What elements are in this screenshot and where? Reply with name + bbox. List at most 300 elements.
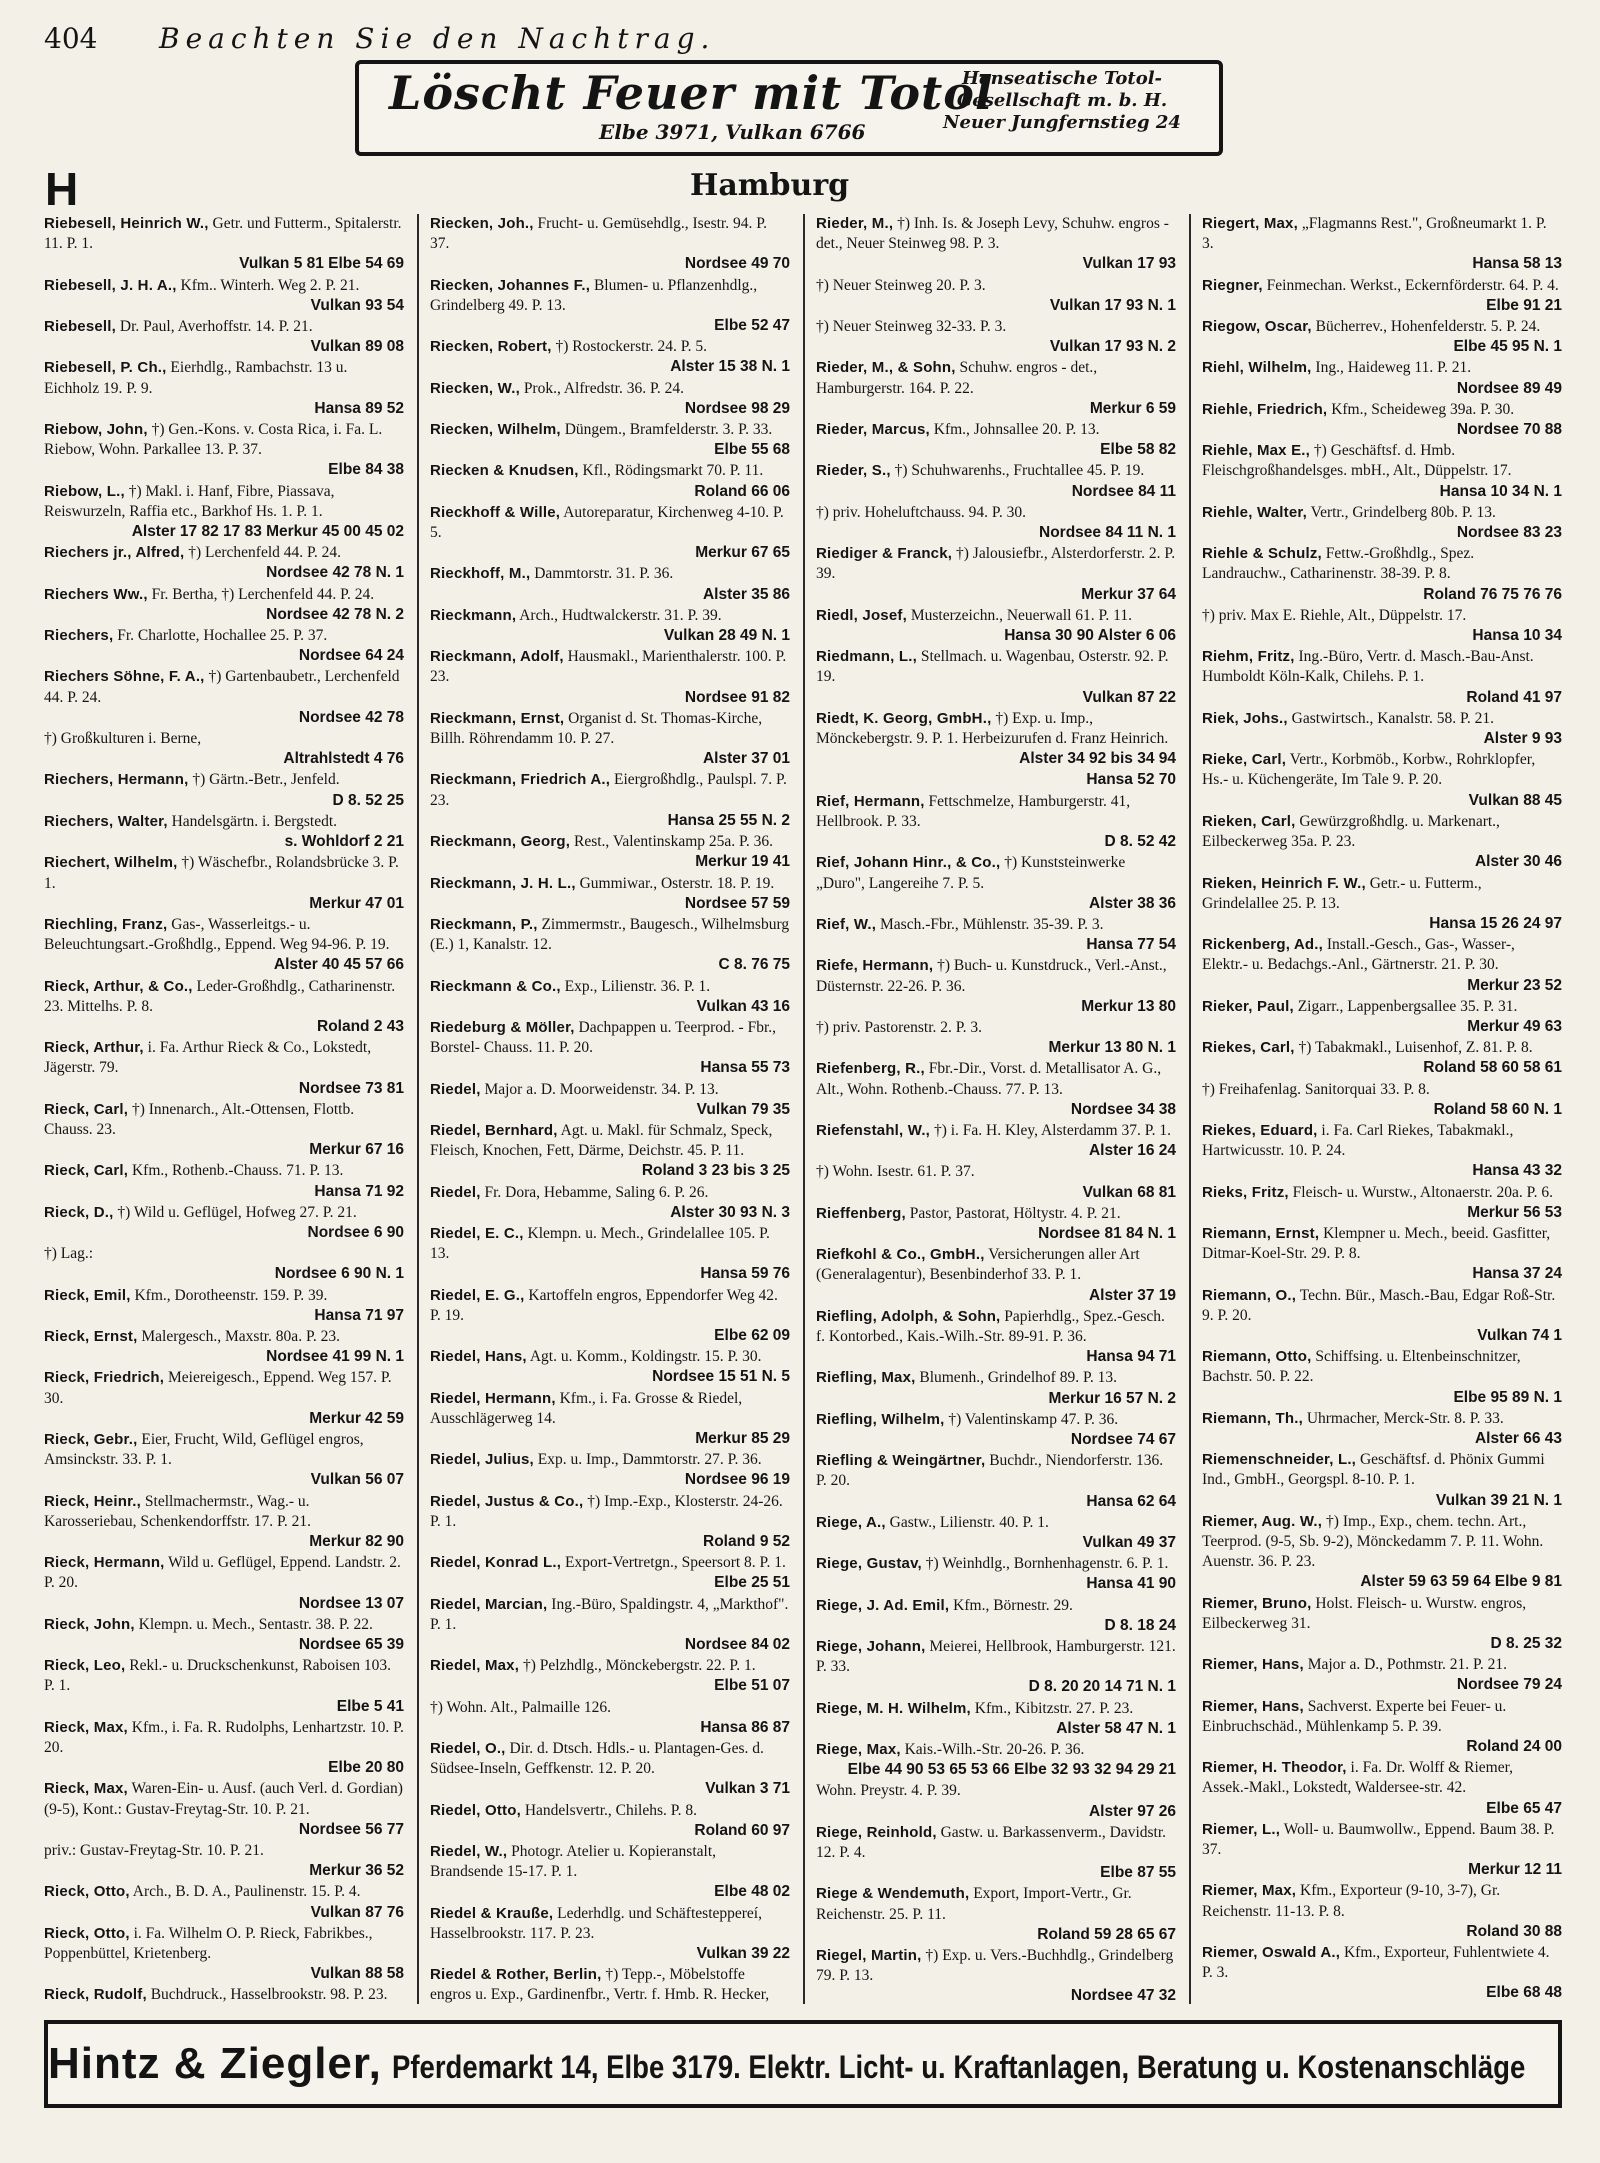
entry-name: Rieder, M., & Sohn, [816, 359, 956, 377]
directory-entry [816, 214, 1176, 275]
entry-phone: Elbe 20 80 [328, 1759, 404, 1777]
directory-entry [1202, 276, 1562, 316]
entry-details: †) Neuer Steinweg 20. P. 3. [816, 276, 986, 294]
entry-name: Riemenschneider, L., [1202, 1451, 1357, 1469]
entry-phone: Alster 38 36 [1088, 894, 1176, 912]
entry-name: Riedel, E. G., [430, 1286, 525, 1304]
directory-entry [430, 1595, 790, 1656]
entry-phone: Alster 58 47 N. 1 [1056, 1719, 1176, 1737]
directory-entry [816, 1162, 1176, 1202]
entry-details: Kfm., Exporteur, Fuhlentwiete 4. P. 3. [1202, 1944, 1550, 1982]
entry-name: Riemer, Bruno, [1202, 1594, 1312, 1612]
entry-name: Riedel, Hans, [430, 1348, 527, 1366]
directory-entry [1202, 750, 1562, 811]
entry-name: Riege, Max, [816, 1741, 901, 1759]
entry-details: Fr. Charlotte, Hochallee 25. P. 37. [117, 627, 328, 645]
directory-entry [44, 1038, 404, 1099]
directory-entry [1202, 1655, 1562, 1695]
entry-details: Gastw. u. Barkassenverm., Davidstr. 12. P. 4. [816, 1823, 1167, 1862]
entry-details: Eiergroßhdlg., Paulspl. 7. P. 23. [430, 771, 787, 809]
entry-details: †) Gärtn.-Betr., Jenfeld. [192, 771, 340, 789]
section-letter: H [45, 163, 79, 215]
entry-phone: Alster 34 92 bis 34 94 [1019, 750, 1176, 768]
entry-details: Eierhdlg., Rambachstr. 13 u. Eichholz 19. P. 9. [44, 359, 348, 397]
entry-phone: Merkur 13 80 N. 1 [1048, 1039, 1176, 1057]
entry-details: Kfm., Dorotheenstr. 159. P. 39. [134, 1286, 328, 1304]
directory-entry [44, 1841, 404, 1881]
entry-details: Waren-Ein- u. Ausf. (auch Verl. d. Gordian) (9-5), Kont.: Gustav-Freytag-Str. 10. P. 21. [44, 1780, 403, 1818]
entry-name: Riemer, L., [1202, 1820, 1281, 1838]
directory-entry [430, 1698, 790, 1738]
entry-details: †) Buch- u. Kunstdruck., Verl.-Anst., Düsternstr. 22-26. P. 36. [816, 957, 1167, 995]
entry-name: Riebesell, [44, 318, 117, 336]
entry-phone: Elbe 44 90 53 65 53 66 Elbe 32 93 32 94 29 21 [847, 1761, 1176, 1779]
directory-entry [430, 337, 790, 377]
entry-name: Riedel, Julius, [430, 1451, 534, 1469]
directory-entry [44, 1430, 404, 1491]
ad-slogan: Löscht Feuer mit Totol [389, 66, 994, 120]
entry-name: Riemer, Hans, [1202, 1697, 1304, 1715]
directory-entry [816, 1018, 1176, 1058]
entry-phone: Hansa 89 52 [314, 399, 404, 417]
entry-name: Rieck, D., [44, 1203, 114, 1221]
entry-details: †) Pelzhdlg., Mönckebergstr. 22. P. 1. [522, 1657, 756, 1675]
directory-entry [44, 729, 404, 769]
directory-entry [44, 358, 404, 419]
directory-entry [816, 1245, 1176, 1306]
entry-details: Rest., Valentinskamp 25a. P. 36. [573, 833, 774, 851]
entry-name: Riekes, Carl, [1202, 1039, 1295, 1057]
directory-entry [1202, 647, 1562, 708]
entry-name: Riedel & Rother, Berlin, [430, 1966, 602, 1984]
entry-phone: Alster 15 38 N. 1 [670, 358, 790, 376]
bottom-advertisement [44, 2020, 1562, 2108]
top-advertisement [355, 60, 1223, 156]
directory-entry [1202, 1080, 1562, 1120]
entry-name: Rieken, Carl, [1202, 812, 1296, 830]
entry-details: Fettw.-Großhdlg., Spez. Landrauchw., Catharinenstr. 38-39. P. 8. [1202, 545, 1475, 583]
entry-name: Riehm, Fritz, [1202, 648, 1295, 666]
directory-entry [44, 1203, 404, 1243]
directory-entry [816, 276, 1176, 316]
entry-details: Dr. Paul, Averhoffstr. 14. P. 21. [119, 318, 313, 336]
directory-entry [44, 317, 404, 357]
entry-name: Riebesell, Heinrich W., [44, 215, 209, 232]
directory-entry [44, 214, 404, 275]
entry-name: Rieckmann, J. H. L., [430, 874, 576, 892]
directory-entry [1202, 1820, 1562, 1881]
entry-phone: D 8. 52 25 [332, 791, 404, 809]
entry-details: Leder-Großhdlg., Catharinenstr. 23. Mittelhs. P. 8. [44, 977, 396, 1015]
entry-name: Rieck, Emil, [44, 1286, 131, 1304]
entry-name: Riemer, Aug. W., [1202, 1512, 1323, 1530]
entry-name: Riechers Söhne, F. A., [44, 668, 205, 686]
entry-details: Schiffsing. u. Eltenbeinschnitzer, Bachstr. 50. P. 22. [1202, 1348, 1521, 1386]
entry-phone: Vulkan 74 1 [1477, 1326, 1562, 1344]
directory-entry [44, 1161, 404, 1201]
entry-details: †) Weinhdlg., Bornhenhagenstr. 6. P. 1. [925, 1555, 1169, 1573]
entry-details: Vertr., Korbmöb., Korbw., Rohrklopfer, Hs.- u. Küchengeräte, Im Tale 9. P. 20. [1202, 751, 1536, 789]
column-3 [816, 214, 1176, 2004]
entry-name: Rieck, Ernst, [44, 1327, 138, 1345]
entry-phone: Roland 3 23 bis 3 25 [641, 1162, 790, 1180]
directory-entry [816, 544, 1176, 605]
entry-phone: Alster 17 82 17 83 Merkur 45 00 45 02 [131, 523, 404, 541]
entry-details: Stellmachermstr., Wag.- u. Karosseriebau, Schenkendorffstr. 17. P. 21. [44, 1492, 312, 1530]
entry-phone: Nordsee 6 90 N. 1 [274, 1265, 404, 1283]
entry-name: Rieck, Otto, [44, 1924, 130, 1942]
entry-details: Kfm., Exporteur (9-10, 3-7), Gr. Reichenstr. 11-13. P. 8. [1202, 1882, 1501, 1920]
directory-entry [816, 1699, 1176, 1739]
entry-phone: Nordsee 89 49 [1456, 379, 1562, 397]
directory-entry [430, 647, 790, 708]
directory-entry [44, 1718, 404, 1779]
entry-phone: Elbe 87 55 [1100, 1864, 1176, 1882]
entry-phone: Vulkan 93 54 [310, 296, 404, 314]
directory-entry [1202, 544, 1562, 605]
directory-entry [1202, 1594, 1562, 1655]
entry-details: Pastor, Pastorat, Höltystr. 4. P. 21. [909, 1204, 1121, 1222]
entry-details: Agt. u. Komm., Koldingstr. 15. P. 30. [529, 1348, 762, 1366]
entry-details: Kfl., Rödingsmarkt 70. P. 11. [582, 462, 764, 480]
entry-details: Eier, Frucht, Wild, Geflügel engros, Amsinckstr. 33. P. 1. [44, 1430, 364, 1469]
directory-entry [44, 276, 404, 316]
entry-details: Fbr.-Dir., Vorst. d. Metallisator A. G., Alt., Wohn. Rothenb.-Chauss. 77. P. 13. [816, 1060, 1162, 1098]
entry-phone: Roland 30 88 [1466, 1922, 1562, 1940]
entry-details: Ing.-Büro, Vertr. d. Masch.-Bau-Anst. Humboldt Köln-Kalk, Chilehs. P. 1. [1202, 648, 1534, 686]
entry-name: Rieke, Carl, [1202, 751, 1287, 769]
directory-entry [430, 709, 790, 770]
entry-name: Riegert, Max, [1202, 215, 1298, 232]
entry-name: Riecken, Joh., [430, 215, 534, 232]
directory-entry [816, 461, 1176, 501]
entry-details: Schuhw. engros - det., Hamburgerstr. 164. P. 22. [816, 359, 1098, 397]
directory-entry [430, 461, 790, 501]
entry-details: priv.: Gustav-Freytag-Str. 10. P. 21. [44, 1842, 264, 1860]
directory-entry [44, 1492, 404, 1553]
directory-entry [44, 812, 404, 852]
directory-entry [816, 503, 1176, 543]
entry-phone: Nordsee 34 38 [1070, 1100, 1176, 1118]
entry-phone: Nordsee 79 24 [1456, 1676, 1562, 1694]
entry-name: Rieck, Max, [44, 1718, 128, 1736]
entry-phone: Merkur 42 59 [309, 1409, 404, 1427]
entry-details: Kfm., Kibitzstr. 27. P. 23. [974, 1699, 1134, 1717]
entry-phone: Merkur 23 52 [1467, 976, 1562, 994]
entry-details: Klempn. u. Mech., Sentastr. 38. P. 22. [138, 1615, 373, 1633]
entry-details: Klempn. u. Mech., Grindelallee 105. P. 13. [430, 1224, 770, 1263]
entry-details: „Flagmanns Rest.", Großneumarkt 1. P. 3. [1202, 215, 1547, 253]
entry-details: Fr. Bertha, †) Lerchenfeld 44. P. 24. [151, 585, 375, 603]
entry-phone: Vulkan 39 22 [696, 1945, 790, 1963]
ad-bottom-text: Pferdemarkt 14, Elbe 3179. Elektr. Licht- u. Kraftanlagen, Beratung u. Kostenanschläge [391, 2049, 1526, 2085]
entry-phone: Merkur 67 16 [309, 1141, 404, 1159]
entry-details: Techn. Bür., Masch.-Bau, Edgar Roß-Str. 9. P. 20. [1202, 1286, 1556, 1324]
entry-phone: Merkur 37 64 [1081, 585, 1176, 603]
entry-details: Photogr. Atelier u. Kopieranstalt, Brandsende 15-17. P. 1. [430, 1843, 717, 1881]
entry-phone: D 8. 52 42 [1104, 833, 1176, 851]
entry-name: Rieckmann, [430, 606, 517, 624]
directory-entry [430, 1347, 790, 1387]
entry-name: Riekes, Eduard, [1202, 1121, 1318, 1139]
entry-phone: Elbe 58 82 [1100, 441, 1176, 459]
directory-entry [1202, 997, 1562, 1037]
entry-details: i. Fa. Wilhelm O. P. Rieck, Fabrikbes., Poppenbüttel, Krietenberg. [44, 1924, 373, 1963]
directory-entry [430, 276, 790, 337]
entry-phone: Alster 37 19 [1088, 1286, 1176, 1304]
entry-phone: Nordsee 56 77 [298, 1820, 404, 1838]
entry-details: †) Neuer Steinweg 32-33. P. 3. [816, 318, 1007, 336]
entry-phone: Elbe 68 48 [1486, 1984, 1562, 2002]
entry-phone: Hansa 86 87 [700, 1718, 790, 1736]
directory-entry [816, 1946, 1176, 2004]
entry-name: Riefe, Hermann, [816, 957, 934, 975]
entry-phone: Vulkan 87 22 [1082, 688, 1176, 706]
entry-name: Rieck, Gebr., [44, 1430, 138, 1448]
entry-details: Fettschmelze, Hamburgerstr. 41, Hellbrook. P. 33. [816, 792, 1131, 830]
entry-details: Dachpappen u. Teerprod. - Fbr., Borstel- Chauss. 11. P. 20. [430, 1018, 777, 1057]
entry-name: Riegow, Oscar, [1202, 318, 1312, 336]
entry-phone: Elbe 62 09 [714, 1326, 790, 1344]
entry-name: Riebesell, P. Ch., [44, 359, 167, 377]
entry-details: †) Schuhwarenhs., Fruchtallee 45. P. 19. [894, 462, 1145, 480]
entry-phone: Vulkan 5 81 Elbe 54 69 [239, 255, 404, 273]
entry-phone: D 8. 18 24 [1104, 1616, 1176, 1634]
entry-phone: Nordsee 84 11 [1071, 482, 1176, 500]
entry-details: †) Imp., Exp., chem. techn. Art., Teerprod. (9-5, Sb. 9-2), Mönckedamm 7. P. 11. Wohn. Auenstr. 36. P. 23. [1202, 1512, 1544, 1571]
entry-name: Rickenberg, Ad., [1202, 936, 1324, 954]
entry-details: Dir. d. Dtsch. Hdls.- u. Plantagen-Ges. d. Südsee-Inseln, Geffkenstr. 12. P. 20. [430, 1740, 764, 1778]
entry-name: Rieckmann, Adolf, [430, 648, 564, 666]
entry-phone: Hansa 59 76 [700, 1265, 790, 1283]
entry-phone: Hansa 30 90 Alster 6 06 [1004, 627, 1176, 645]
entry-details: Handelsvertr., Chilehs. P. 8. [524, 1801, 698, 1819]
directory-entry [430, 564, 790, 604]
entry-name: Rieck, Hermann, [44, 1554, 165, 1572]
entry-name: Riemann, O., [1202, 1286, 1297, 1304]
entry-phone: Merkur 85 29 [695, 1429, 790, 1447]
directory-entry [44, 1985, 404, 2004]
entry-phone: Alster 40 45 57 66 [273, 956, 404, 974]
entry-details: Malergesch., Maxstr. 80a. P. 23. [141, 1327, 340, 1345]
directory-entry [1202, 1697, 1562, 1758]
entry-details: †) Kunststeinwerke „Duro", Langereihe 7. P. 5. [816, 854, 1126, 892]
entry-details: Masch.-Fbr., Mühlenstr. 35-39. P. 3. [880, 915, 1104, 933]
entry-details: †) Rostockerstr. 24. P. 5. [555, 338, 708, 356]
entry-phone: Nordsee 15 51 N. 5 [652, 1368, 790, 1386]
entry-details: Feinmechan. Werkst., Eckernförderstr. 64. P. 4. [1266, 276, 1559, 294]
directory-entry [44, 585, 404, 625]
entry-phone: Elbe 95 89 N. 1 [1453, 1388, 1562, 1406]
entry-name: Rieck, Rudolf, [44, 1986, 147, 2004]
directory-entry [1202, 1512, 1562, 1593]
entry-name: Riegel, Martin, [816, 1947, 922, 1965]
entry-name: Rieck, John, [44, 1615, 135, 1633]
entry-details: Prok., Alfredstr. 36. P. 24. [523, 379, 684, 397]
directory-entry [430, 1553, 790, 1593]
entry-phone: Merkur 16 57 N. 2 [1048, 1389, 1176, 1407]
entry-name: Rieck, Arthur, [44, 1039, 144, 1057]
entry-details: Gummiwar., Osterstr. 18. P. 19. [579, 874, 775, 892]
entry-name: Riechers jr., Alfred, [44, 544, 185, 562]
entry-details: Gastw., Lilienstr. 40. P. 1. [889, 1513, 1049, 1531]
entry-name: Rieckmann, Friedrich A., [430, 771, 611, 789]
directory-entry [1202, 1286, 1562, 1347]
entry-phone: D 8. 20 20 14 71 N. 1 [1028, 1678, 1176, 1696]
directory-entry [430, 214, 790, 275]
entry-name: Rieck, Friedrich, [44, 1369, 165, 1387]
entry-details: Holst. Fleisch- u. Wurstw. engros, Eilbeckerweg 31. [1202, 1594, 1527, 1632]
page-number: 404 [44, 22, 98, 55]
entry-name: Riechers, Hermann, [44, 771, 189, 789]
directory-entry [430, 1286, 790, 1347]
entry-name: Riemer, H. Theodor, [1202, 1759, 1347, 1777]
directory-entry [44, 1615, 404, 1655]
entry-details: †) Inh. Is. & Joseph Levy, Schuhw. engros - det., Neuer Steinweg 98. P. 3. [816, 215, 1169, 253]
entry-name: Rieck, Arthur, & Co., [44, 977, 193, 995]
directory-entry [44, 420, 404, 481]
directory-entry [816, 1596, 1176, 1636]
entry-phone: Nordsee 84 02 [684, 1636, 790, 1654]
directory-entry [1202, 1038, 1562, 1078]
entry-phone: Roland 60 97 [694, 1821, 790, 1839]
entry-name: Rieder, S., [816, 462, 891, 480]
directory-entry [816, 1781, 1176, 1821]
page-header [44, 22, 1564, 62]
entry-details: Kfm., Rothenb.-Chauss. 71. P. 13. [131, 1162, 344, 1180]
entry-phone: Hansa 77 54 [1086, 936, 1176, 954]
entry-details: Autoreparatur, Kirchenweg 4-10. P. 5. [430, 503, 784, 542]
ad-company-line: Hanseatische Totol- [961, 68, 1163, 89]
entry-phone: Hansa 15 26 24 97 [1429, 914, 1562, 932]
entry-name: Rieken, Heinrich F. W., [1202, 874, 1366, 892]
directory-entry [430, 770, 790, 831]
entry-details: Sachverst. Experte bei Feuer- u. Einbruchschäd., Mühlenkamp 5. P. 39. [1202, 1697, 1507, 1735]
entry-phone: Nordsee 73 81 [298, 1079, 404, 1097]
entry-phone: Nordsee 96 19 [684, 1471, 790, 1489]
directory-entry [1202, 1450, 1562, 1511]
directory-entry [430, 1080, 790, 1120]
entry-name: Rieder, M., [816, 215, 894, 232]
entry-name: Riefkohl & Co., GmbH., [816, 1246, 985, 1264]
directory-entry [44, 770, 404, 810]
entry-phone: Nordsee 70 88 [1456, 421, 1562, 439]
entry-name: Rieckhoff & Wille, [430, 503, 561, 521]
entry-phone: Vulkan 17 93 N. 2 [1049, 338, 1176, 356]
entry-phone: Vulkan 28 49 N. 1 [663, 627, 790, 645]
entry-phone: Vulkan 39 21 N. 1 [1435, 1491, 1562, 1509]
entry-name: Riemann, Otto, [1202, 1348, 1312, 1366]
directory-entry [44, 1779, 404, 1840]
directory-entry [430, 977, 790, 1017]
entry-name: Riedel, Konrad L., [430, 1554, 562, 1572]
entry-details: †) Freihafenlag. Sanitorquai 33. P. 8. [1202, 1080, 1430, 1098]
entry-phone: Merkur 47 01 [309, 894, 404, 912]
entry-phone: Nordsee 42 78 [298, 708, 404, 726]
entry-details: Klempner u. Mech., beeid. Gasfitter, Ditmar-Koel-Str. 29. P. 8. [1202, 1224, 1551, 1263]
entry-phone: Elbe 45 95 N. 1 [1453, 338, 1562, 356]
entry-phone: Altrahlstedt 4 76 [283, 750, 404, 768]
entry-details: †) Tepp.-, Möbelstoffe engros u. Exp., Gardinenfbr., Vertr. f. Hmb. R. Hecker, [430, 1966, 770, 2004]
entry-name: Riedeburg & Möller, [430, 1018, 575, 1036]
entry-name: Riedt, K. Georg, GmbH., [816, 709, 992, 727]
entry-phone: Hansa 43 32 [1472, 1162, 1562, 1180]
directory-entry [44, 1327, 404, 1367]
entry-name: Rieck, Heinr., [44, 1492, 142, 1510]
entry-phone: Hansa 10 34 [1472, 627, 1562, 645]
entry-details: †) priv. Pastorenstr. 2. P. 3. [816, 1018, 983, 1036]
directory-entry [1202, 874, 1562, 935]
directory-entry [1202, 1409, 1562, 1449]
entry-phone: Elbe 25 51 [714, 1574, 790, 1592]
entry-name: Rief, Hermann, [816, 792, 925, 810]
entry-details: †) Wohn. Alt., Palmaille 126. [430, 1698, 612, 1716]
entry-name: Riedel, O., [430, 1740, 506, 1758]
directory-entry [430, 874, 790, 914]
entry-name: Riegner, [1202, 276, 1263, 294]
entry-name: Riemer, Max, [1202, 1882, 1297, 1900]
entry-phone: Elbe 48 02 [714, 1883, 790, 1901]
entry-phone: Merkur 56 53 [1467, 1203, 1562, 1221]
entry-phone: Alster 59 63 59 64 Elbe 9 81 [1360, 1573, 1562, 1591]
entry-phone: Elbe 65 47 [1486, 1799, 1562, 1817]
directory-entry [816, 1513, 1176, 1553]
entry-phone: Nordsee 42 78 N. 2 [266, 605, 404, 623]
directory-entry [816, 1740, 1176, 1780]
directory-entry [816, 647, 1176, 708]
entry-details: †) priv. Max E. Riehle, Alt., Düppelstr. 17. [1202, 606, 1467, 624]
entry-name: Riehle, Walter, [1202, 503, 1307, 521]
entry-phone: Alster 30 93 N. 3 [670, 1203, 790, 1221]
entry-details: i. Fa. Carl Riekes, Tabakmakl., Hartwicusstr. 10. P. 24. [1202, 1121, 1514, 1160]
directory-entry [816, 317, 1176, 357]
page-notice: Beachten Sie den Nachtrag. [159, 22, 716, 55]
entry-phone: Hansa 10 34 N. 1 [1439, 482, 1562, 500]
entry-phone: Alster 30 46 [1474, 853, 1562, 871]
directory-entry [430, 420, 790, 460]
directory-entry [816, 1410, 1176, 1450]
entry-name: Riechers, [44, 627, 114, 645]
directory-entry [816, 1451, 1176, 1512]
entry-phone: s. Wohldorf 2 21 [284, 833, 404, 851]
entry-phone: D 8. 25 32 [1490, 1635, 1562, 1653]
directory-entry [44, 1244, 404, 1284]
directory-entry [1202, 1758, 1562, 1819]
entry-phone: Nordsee 42 78 N. 1 [266, 564, 404, 582]
entry-name: Riek, Johs., [1202, 709, 1288, 727]
entry-details: †) Jalousiefbr., Alsterdorferstr. 2. P. 39. [816, 545, 1176, 583]
entry-details: Blumen- u. Pflanzenhdlg., Grindelberg 49. P. 13. [430, 276, 758, 314]
entry-name: Riedel, Max, [430, 1657, 520, 1675]
entry-name: Rieffenberg, [816, 1204, 906, 1222]
directory-entry [816, 709, 1176, 770]
directory-entry [1202, 1881, 1562, 1942]
ad-phones: Elbe 3971, Vulkan 6766 [599, 120, 866, 144]
entry-name: Riefenstahl, W., [816, 1121, 931, 1139]
entry-details: Handelsgärtn. i. Bergstedt. [171, 812, 338, 830]
entry-phone: Elbe 5 41 [336, 1697, 404, 1715]
entry-name: Riehl, Wilhelm, [1202, 359, 1312, 377]
entry-details: †) Wohn. Isestr. 61. P. 37. [816, 1163, 975, 1181]
directory-entry [44, 977, 404, 1038]
entry-details: Kfm.. Winterh. Weg 2. P. 21. [180, 276, 360, 294]
directory-entry [430, 915, 790, 976]
entry-phone: Alster 16 24 [1088, 1142, 1176, 1160]
entry-details: Bücherrev., Hohenfelderstr. 5. P. 24. [1315, 318, 1541, 336]
entry-phone: Merkur 49 63 [1467, 1017, 1562, 1035]
directory-entry [44, 1553, 404, 1614]
entry-name: Riedel, Marcian, [430, 1595, 548, 1613]
